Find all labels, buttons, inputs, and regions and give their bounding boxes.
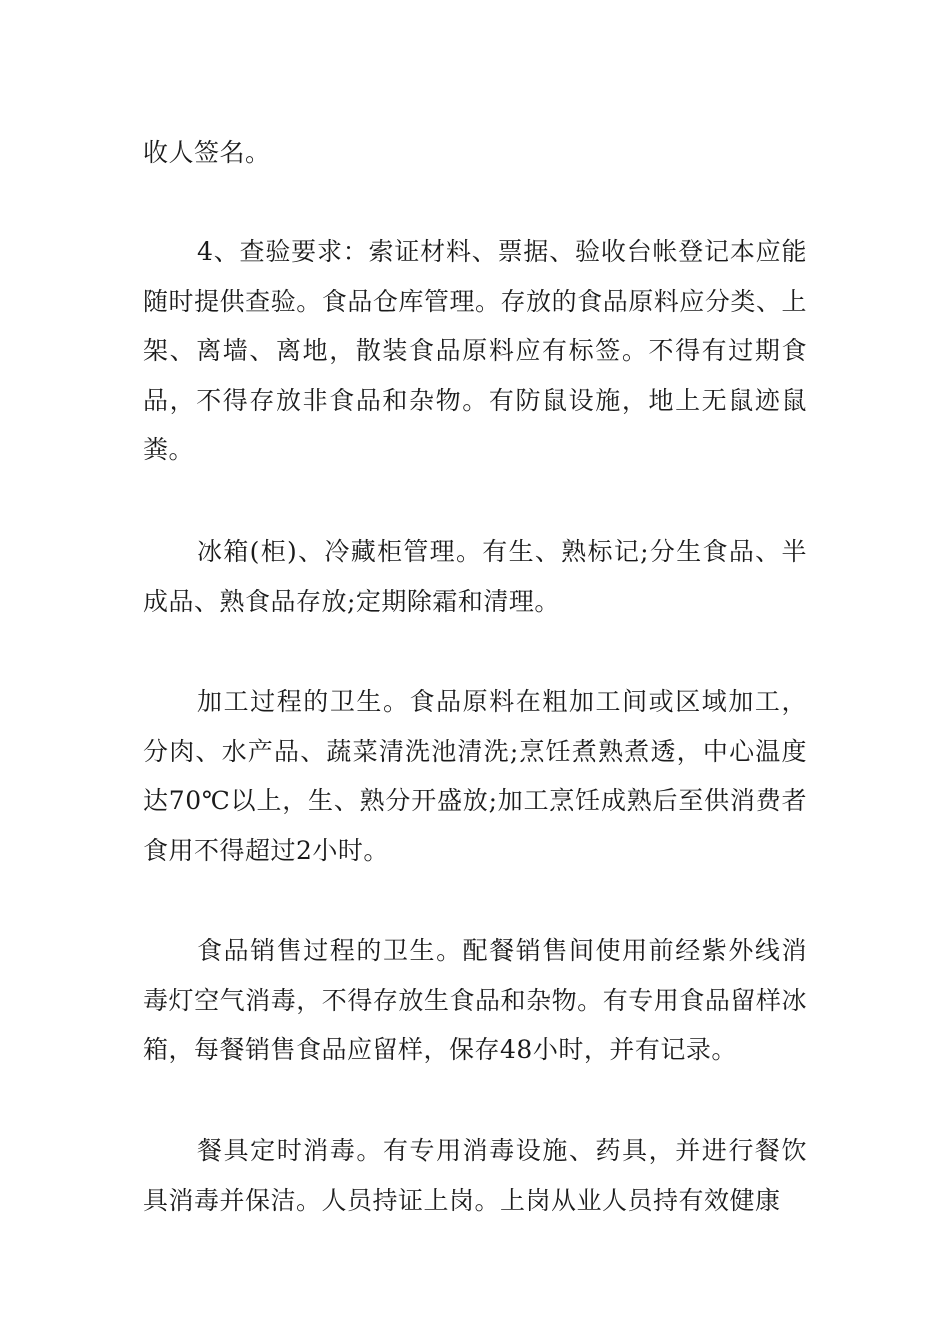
paragraph-sales-hygiene: 食品销售过程的卫生。配餐销售间使用前经紫外线消毒灯空气消毒，不得存放生食品和杂物。有专用食品留样冰箱，每餐销售食品应留样，保存48小时，并有记录。 xyxy=(143,936,807,1064)
paragraph-tableware-disinfection: 餐具定时消毒。有专用消毒设施、药具，并进行餐饮具消毒并保洁。人员持证上岗。上岗从业人员持有效健康 xyxy=(143,1136,807,1215)
paragraph-processing-hygiene: 加工过程的卫生。食品原料在粗加工间或区域加工，分肉、水产品、蔬菜清洗池清洗;烹饪煮熟煮透，中心温度达70℃以上，生、熟分开盛放;加工烹饪成熟后至供消费者食用不得超过2小时。 xyxy=(143,687,807,865)
paragraph-inspection-requirements: 4、查验要求：索证材料、票据、验收台帐登记本应能随时提供查验。食品仓库管理。存放的食品原料应分类、上架、离墙、离地，散装食品原料应有标签。不得有过期食品，不得存放非食品和杂物。有防鼠设施，地上无鼠迹鼠粪。 xyxy=(143,237,807,464)
paragraph-continuation: 收人签名。 xyxy=(143,138,271,167)
paragraph-refrigerator-management: 冰箱(柜)、冷藏柜管理。有生、熟标记;分生食品、半成品、熟食品存放;定期除霜和清理。 xyxy=(143,537,807,616)
